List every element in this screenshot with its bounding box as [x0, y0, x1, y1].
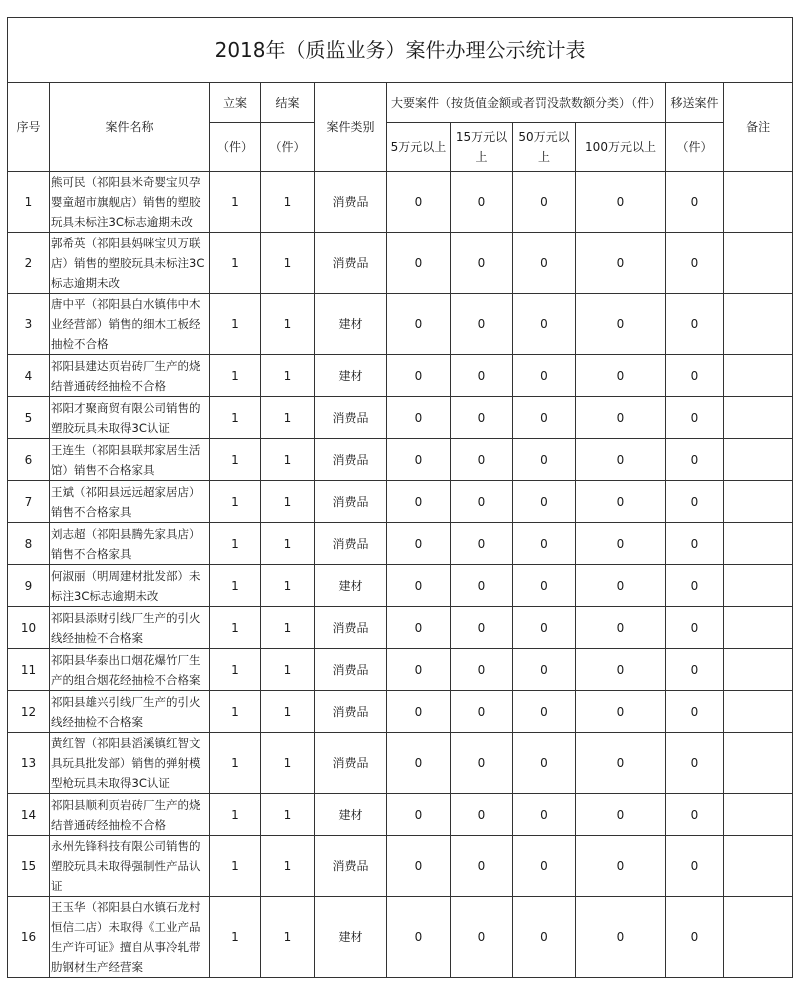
row-closed: 1 [261, 565, 315, 607]
row-15w: 0 [451, 355, 513, 397]
table-row [8, 607, 793, 649]
row-remark [724, 172, 793, 233]
row-100w: 0 [576, 172, 666, 233]
row-transfer: 0 [666, 733, 724, 794]
row-case-name: 王玉华（祁阳县白水镇石龙村恒信二店）未取得《工业产品生产许可证》擅自从事冷轧带肋钢材生产经营案 [50, 897, 210, 978]
header-5w: 5万元以上 [387, 123, 451, 172]
header-closed: 结案 [261, 83, 315, 123]
row-category: 建材 [315, 355, 387, 397]
row-case-name: 祁阳县建达页岩砖厂生产的烧结普通砖经抽检不合格 [50, 355, 210, 397]
row-case-name: 何淑丽（明周建材批发部）未标注3C标志逾期未改 [50, 565, 210, 607]
row-5w: 0 [387, 607, 451, 649]
row-case-name: 祁阳县添财引线厂生产的引火线经抽检不合格案 [50, 607, 210, 649]
row-5w: 0 [387, 794, 451, 836]
header-category: 案件类别 [315, 83, 387, 172]
table-row [8, 794, 793, 836]
row-50w: 0 [513, 649, 576, 691]
row-50w: 0 [513, 565, 576, 607]
row-remark [724, 355, 793, 397]
row-100w: 0 [576, 565, 666, 607]
row-category: 消费品 [315, 607, 387, 649]
row-filed: 1 [210, 439, 261, 481]
row-50w: 0 [513, 836, 576, 897]
row-category: 消费品 [315, 836, 387, 897]
table-row [8, 172, 793, 233]
row-case-name: 永州先锋科技有限公司销售的塑胶玩具未取得强制性产品认证 [50, 836, 210, 897]
row-category: 消费品 [315, 523, 387, 565]
row-5w: 0 [387, 897, 451, 978]
row-closed: 1 [261, 733, 315, 794]
row-15w: 0 [451, 733, 513, 794]
row-filed: 1 [210, 733, 261, 794]
header-50w: 50万元以上 [513, 123, 576, 172]
row-remark [724, 523, 793, 565]
row-50w: 0 [513, 733, 576, 794]
row-50w: 0 [513, 481, 576, 523]
row-5w: 0 [387, 523, 451, 565]
header-case-name: 案件名称 [50, 83, 210, 172]
row-seq: 16 [8, 897, 50, 978]
row-50w: 0 [513, 172, 576, 233]
row-transfer: 0 [666, 439, 724, 481]
row-filed: 1 [210, 607, 261, 649]
row-remark [724, 733, 793, 794]
row-transfer: 0 [666, 836, 724, 897]
row-remark [724, 607, 793, 649]
row-15w: 0 [451, 691, 513, 733]
row-transfer: 0 [666, 355, 724, 397]
row-filed: 1 [210, 233, 261, 294]
row-case-name: 郭希英（祁阳县妈咪宝贝万联店）销售的塑胶玩具未标注3C标志逾期未改 [50, 233, 210, 294]
table-row [8, 355, 793, 397]
row-closed: 1 [261, 897, 315, 978]
row-seq: 13 [8, 733, 50, 794]
row-5w: 0 [387, 355, 451, 397]
row-filed: 1 [210, 397, 261, 439]
row-50w: 0 [513, 607, 576, 649]
header-transfer-unit: （件） [666, 123, 724, 172]
row-100w: 0 [576, 836, 666, 897]
row-100w: 0 [576, 294, 666, 355]
row-category: 消费品 [315, 649, 387, 691]
row-seq: 6 [8, 439, 50, 481]
row-filed: 1 [210, 794, 261, 836]
row-seq: 14 [8, 794, 50, 836]
row-filed: 1 [210, 691, 261, 733]
header-filed-unit: （件） [210, 123, 261, 172]
row-50w: 0 [513, 439, 576, 481]
row-case-name: 祁阳县雄兴引线厂生产的引火线经抽检不合格案 [50, 691, 210, 733]
table-row [8, 481, 793, 523]
row-100w: 0 [576, 794, 666, 836]
row-filed: 1 [210, 897, 261, 978]
row-closed: 1 [261, 649, 315, 691]
row-100w: 0 [576, 397, 666, 439]
row-remark [724, 565, 793, 607]
row-transfer: 0 [666, 897, 724, 978]
row-50w: 0 [513, 523, 576, 565]
header-seq: 序号 [8, 83, 50, 172]
row-case-name: 唐中平（祁阳县白水镇伟中木业经营部）销售的细木工板经抽检不合格 [50, 294, 210, 355]
row-5w: 0 [387, 565, 451, 607]
row-5w: 0 [387, 294, 451, 355]
row-filed: 1 [210, 565, 261, 607]
row-transfer: 0 [666, 649, 724, 691]
row-15w: 0 [451, 607, 513, 649]
row-5w: 0 [387, 172, 451, 233]
row-case-name: 祁阳才聚商贸有限公司销售的塑胶玩具未取得3C认证 [50, 397, 210, 439]
row-100w: 0 [576, 481, 666, 523]
row-15w: 0 [451, 565, 513, 607]
row-5w: 0 [387, 649, 451, 691]
table-row [8, 691, 793, 733]
row-transfer: 0 [666, 523, 724, 565]
row-case-name: 祁阳县华泰出口烟花爆竹厂生产的组合烟花经抽检不合格案 [50, 649, 210, 691]
row-50w: 0 [513, 233, 576, 294]
row-seq: 12 [8, 691, 50, 733]
row-transfer: 0 [666, 607, 724, 649]
row-category: 消费品 [315, 481, 387, 523]
header-filed: 立案 [210, 83, 261, 123]
row-5w: 0 [387, 397, 451, 439]
row-transfer: 0 [666, 481, 724, 523]
row-filed: 1 [210, 836, 261, 897]
row-filed: 1 [210, 523, 261, 565]
row-15w: 0 [451, 794, 513, 836]
row-100w: 0 [576, 355, 666, 397]
row-15w: 0 [451, 649, 513, 691]
row-category: 消费品 [315, 397, 387, 439]
row-seq: 8 [8, 523, 50, 565]
row-50w: 0 [513, 355, 576, 397]
table-row [8, 294, 793, 355]
header-15w: 15万元以上 [451, 123, 513, 172]
row-closed: 1 [261, 233, 315, 294]
row-100w: 0 [576, 691, 666, 733]
table-row [8, 523, 793, 565]
row-15w: 0 [451, 523, 513, 565]
row-15w: 0 [451, 439, 513, 481]
row-filed: 1 [210, 294, 261, 355]
row-case-name: 刘志超（祁阳县腾先家具店）销售不合格家具 [50, 523, 210, 565]
header-closed-unit: （件） [261, 123, 315, 172]
row-remark [724, 233, 793, 294]
header-remark: 备注 [724, 83, 793, 172]
row-filed: 1 [210, 649, 261, 691]
row-100w: 0 [576, 439, 666, 481]
row-remark [724, 294, 793, 355]
row-closed: 1 [261, 397, 315, 439]
row-closed: 1 [261, 794, 315, 836]
row-category: 消费品 [315, 733, 387, 794]
row-closed: 1 [261, 294, 315, 355]
row-15w: 0 [451, 481, 513, 523]
row-category: 建材 [315, 794, 387, 836]
row-filed: 1 [210, 355, 261, 397]
row-closed: 1 [261, 523, 315, 565]
row-category: 消费品 [315, 172, 387, 233]
row-15w: 0 [451, 294, 513, 355]
row-transfer: 0 [666, 565, 724, 607]
row-5w: 0 [387, 439, 451, 481]
row-15w: 0 [451, 836, 513, 897]
row-100w: 0 [576, 523, 666, 565]
row-50w: 0 [513, 397, 576, 439]
row-remark [724, 439, 793, 481]
row-filed: 1 [210, 481, 261, 523]
row-5w: 0 [387, 233, 451, 294]
row-seq: 2 [8, 233, 50, 294]
row-category: 建材 [315, 565, 387, 607]
table-row [8, 836, 793, 897]
row-transfer: 0 [666, 233, 724, 294]
row-category: 消费品 [315, 233, 387, 294]
row-15w: 0 [451, 397, 513, 439]
row-category: 消费品 [315, 691, 387, 733]
table-row [8, 733, 793, 794]
row-100w: 0 [576, 233, 666, 294]
table-row [8, 897, 793, 978]
row-seq: 15 [8, 836, 50, 897]
row-closed: 1 [261, 607, 315, 649]
row-transfer: 0 [666, 172, 724, 233]
row-closed: 1 [261, 836, 315, 897]
row-seq: 11 [8, 649, 50, 691]
row-remark [724, 691, 793, 733]
table-row [8, 397, 793, 439]
row-transfer: 0 [666, 294, 724, 355]
row-remark [724, 481, 793, 523]
row-15w: 0 [451, 172, 513, 233]
row-seq: 1 [8, 172, 50, 233]
row-50w: 0 [513, 691, 576, 733]
row-transfer: 0 [666, 794, 724, 836]
row-case-name: 黄红智（祁阳县滔溪镇红智文具玩具批发部）销售的弹射模型枪玩具未取得3C认证 [50, 733, 210, 794]
case-statistics-table [7, 17, 793, 978]
row-5w: 0 [387, 481, 451, 523]
row-100w: 0 [576, 607, 666, 649]
row-100w: 0 [576, 733, 666, 794]
header-transfer: 移送案件 [666, 83, 724, 123]
row-remark [724, 836, 793, 897]
row-filed: 1 [210, 172, 261, 233]
row-50w: 0 [513, 897, 576, 978]
row-case-name: 王斌（祁阳县远远超家居店）销售不合格家具 [50, 481, 210, 523]
row-closed: 1 [261, 355, 315, 397]
row-remark [724, 794, 793, 836]
row-seq: 9 [8, 565, 50, 607]
row-15w: 0 [451, 233, 513, 294]
row-transfer: 0 [666, 397, 724, 439]
row-case-name: 熊可民（祁阳县米奇婴宝贝孕婴童超市旗舰店）销售的塑胶玩具未标注3C标志逾期未改 [50, 172, 210, 233]
header-100w: 100万元以上 [576, 123, 666, 172]
row-seq: 5 [8, 397, 50, 439]
row-50w: 0 [513, 294, 576, 355]
row-category: 建材 [315, 897, 387, 978]
row-5w: 0 [387, 733, 451, 794]
row-remark [724, 649, 793, 691]
row-seq: 3 [8, 294, 50, 355]
row-category: 建材 [315, 294, 387, 355]
row-case-name: 王连生（祁阳县联邦家居生活馆）销售不合格家具 [50, 439, 210, 481]
row-case-name: 祁阳县顺利页岩砖厂生产的烧结普通砖经抽检不合格 [50, 794, 210, 836]
row-seq: 10 [8, 607, 50, 649]
row-closed: 1 [261, 481, 315, 523]
row-remark [724, 897, 793, 978]
row-category: 消费品 [315, 439, 387, 481]
row-remark [724, 397, 793, 439]
row-seq: 4 [8, 355, 50, 397]
table-row [8, 649, 793, 691]
row-closed: 1 [261, 172, 315, 233]
row-5w: 0 [387, 836, 451, 897]
row-transfer: 0 [666, 691, 724, 733]
row-seq: 7 [8, 481, 50, 523]
row-closed: 1 [261, 691, 315, 733]
row-50w: 0 [513, 794, 576, 836]
table-row [8, 565, 793, 607]
table-title: 2018年（质监业务）案件办理公示统计表 [8, 18, 793, 83]
row-5w: 0 [387, 691, 451, 733]
row-closed: 1 [261, 439, 315, 481]
row-100w: 0 [576, 897, 666, 978]
row-100w: 0 [576, 649, 666, 691]
row-15w: 0 [451, 897, 513, 978]
header-major-cases: 大要案件（按货值金额或者罚没款数额分类）（件） [387, 83, 666, 123]
table-row [8, 233, 793, 294]
table-row [8, 439, 793, 481]
